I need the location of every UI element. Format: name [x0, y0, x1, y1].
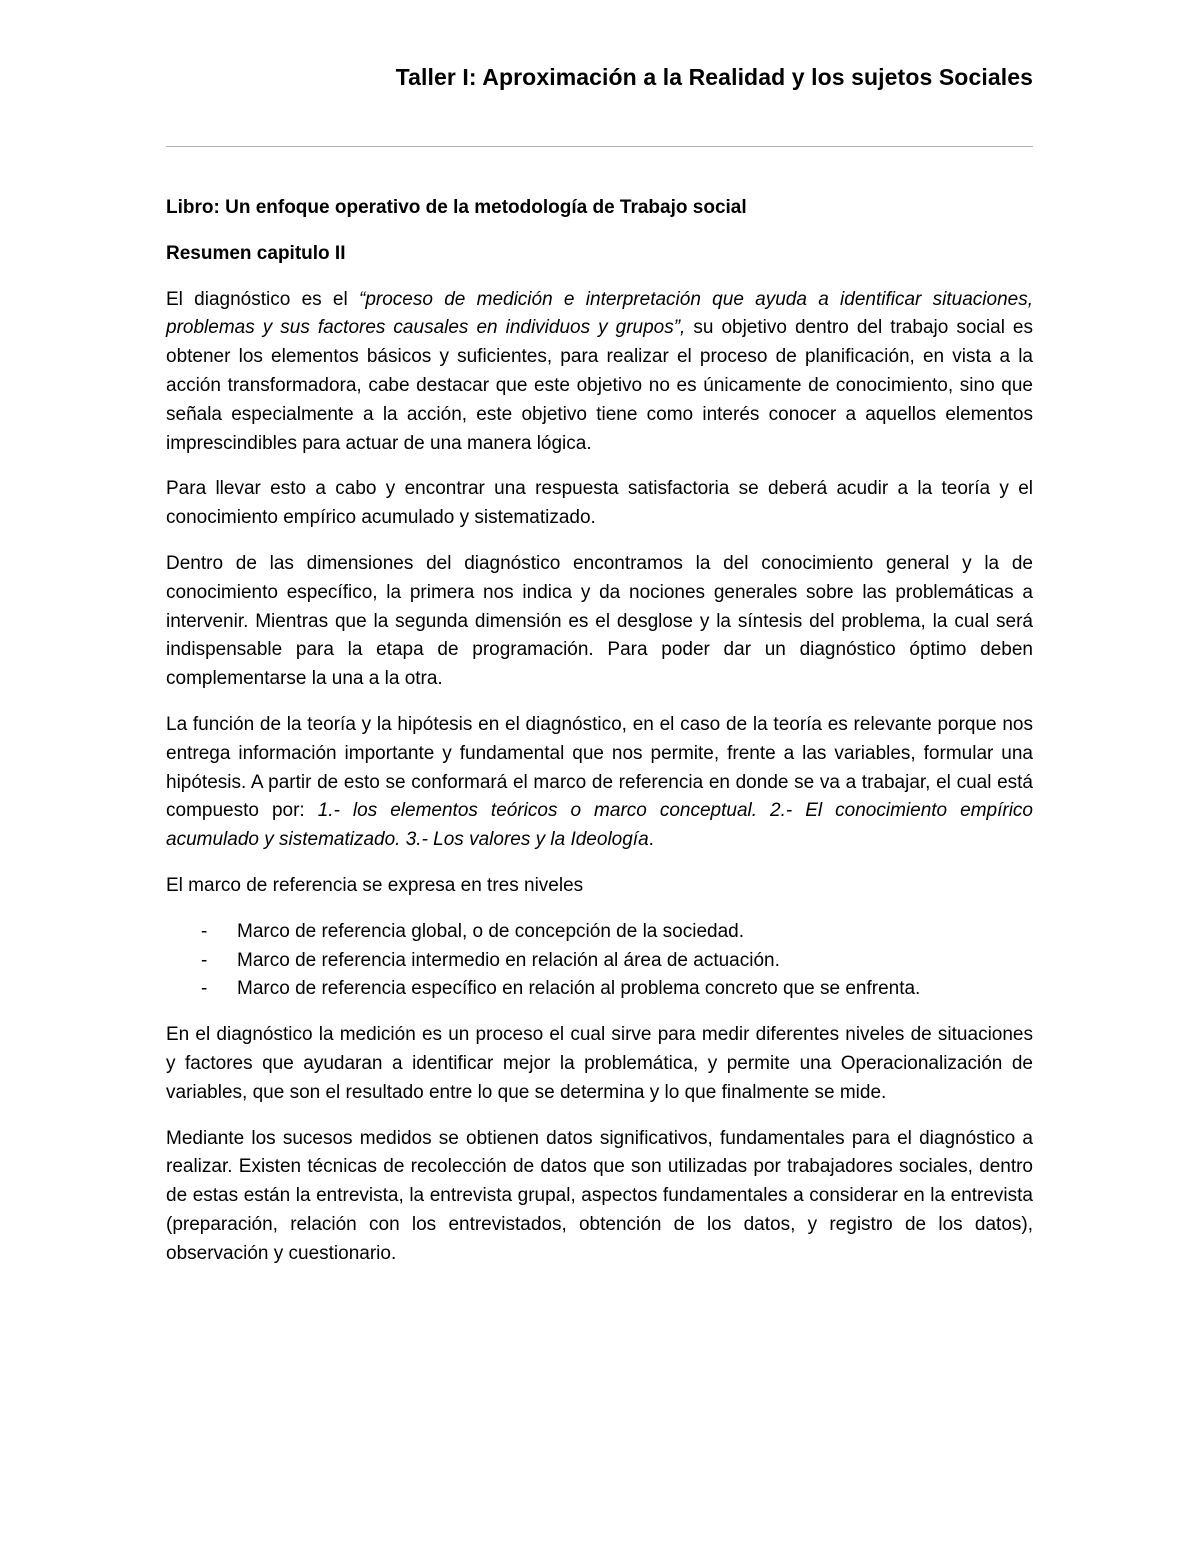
list-item [166, 975, 1033, 1004]
section-title: Resumen capitulo II [166, 242, 346, 264]
paragraph-medicion: En el diagnóstico la medición es un proceso el cual sirve para medir diferentes niveles de situaciones y factores que ayudaran a identificar mejor la problemática, y permite una Operacionalización de variables, que son el resultado entre lo que se determina y lo que finalmente se mide. [166, 1024, 1033, 1103]
paragraph-teoria-empirico: Para llevar esto a cabo y encontrar una respuesta satisfactoria se deberá acudir a la teoría y el conocimiento empírico acumulado y sistematizado. [166, 478, 1033, 529]
book-title: Libro: Un enfoque operativo de la metodología de Trabajo social [166, 197, 747, 218]
niveles-list [166, 918, 1033, 1004]
paragraph-funcion-teoria [166, 711, 1033, 855]
marco-components: 1.- los elementos teóricos o marco conceptual. 2.- El conocimiento empírico acumulado y sistematizado. 3.- Los valores y la Ideología [166, 800, 1033, 851]
paragraph-rest: su objetivo dentro del trabajo social es obtener los elementos básicos y suficientes, para realizar el proceso de planificación, en vista a la acción transformadora, cabe destacar que este objetivo no es únicamente de conocimiento, sino que señala especialmente a la acción, este objetivo tiene como interés conocer a aquellos elementos imprescindibles para actuar de una manera lógica. [166, 317, 1033, 454]
list-item-text: Marco de referencia intermedio en relación al área de actuación. [237, 949, 780, 971]
paragraph-tecnicas: Mediante los sucesos medidos se obtienen datos significativos, fundamentales para el diagnóstico a realizar. Existen técnicas de recolección de datos que son utilizadas por trabajadores sociales, dentro de estas están la entrevista, la entrevista grupal, aspectos fundamentales a considerar en la entrevista (preparación, relación con los entrevistados, obtención de los datos, y registro de los datos), observación y cuestionario. [166, 1127, 1033, 1264]
definition-quote: “proceso de medición e interpretación que ayuda a identificar situaciones, problemas y sus factores causales en individuos y grupos”, [166, 288, 1033, 339]
list-item-text: Marco de referencia global, o de concepción de la sociedad. [237, 920, 744, 942]
bullet-dash: - [201, 920, 208, 942]
list-item [166, 918, 1033, 947]
bullet-dash: - [201, 949, 208, 971]
paragraph-lead: La función de la teoría y la hipótesis en el diagnóstico, en el caso de la teoría es relevante porque nos entrega información importante y fundamental que nos permite, frente a las variables, formular una hipótesis. A partir de esto se conformará el marco de referencia en donde se va a trabajar, el cual está compuesto por: [166, 713, 1033, 822]
paragraph-dimensiones: Dentro de las dimensiones del diagnóstico encontramos la del conocimiento general y la de conocimiento específico, la primera nos indica y da nociones generales sobre las problemáticas a intervenir. Mientras que la segunda dimensión es el desglose y la síntesis del problema, la cual será indispensable para la etapa de programación. Para poder dar un diagnóstico óptimo deben complementarse la una a la otra. [166, 552, 1033, 690]
paragraph-diagnostico [166, 286, 1033, 459]
header-divider [166, 146, 1033, 147]
header-title: Taller I: Aproximación a la Realidad y los sujetos Sociales [395, 64, 1033, 90]
document-body [166, 194, 1033, 1286]
paragraph-lead: El diagnóstico es el [166, 288, 359, 310]
bullet-dash: - [201, 978, 208, 1000]
paragraph-niveles: El marco de referencia se expresa en tres niveles [166, 874, 584, 896]
list-item-text: Marco de referencia específico en relación al problema concreto que se enfrenta. [237, 978, 921, 1000]
paragraph-tail: . [648, 829, 654, 851]
list-item [166, 947, 1033, 976]
